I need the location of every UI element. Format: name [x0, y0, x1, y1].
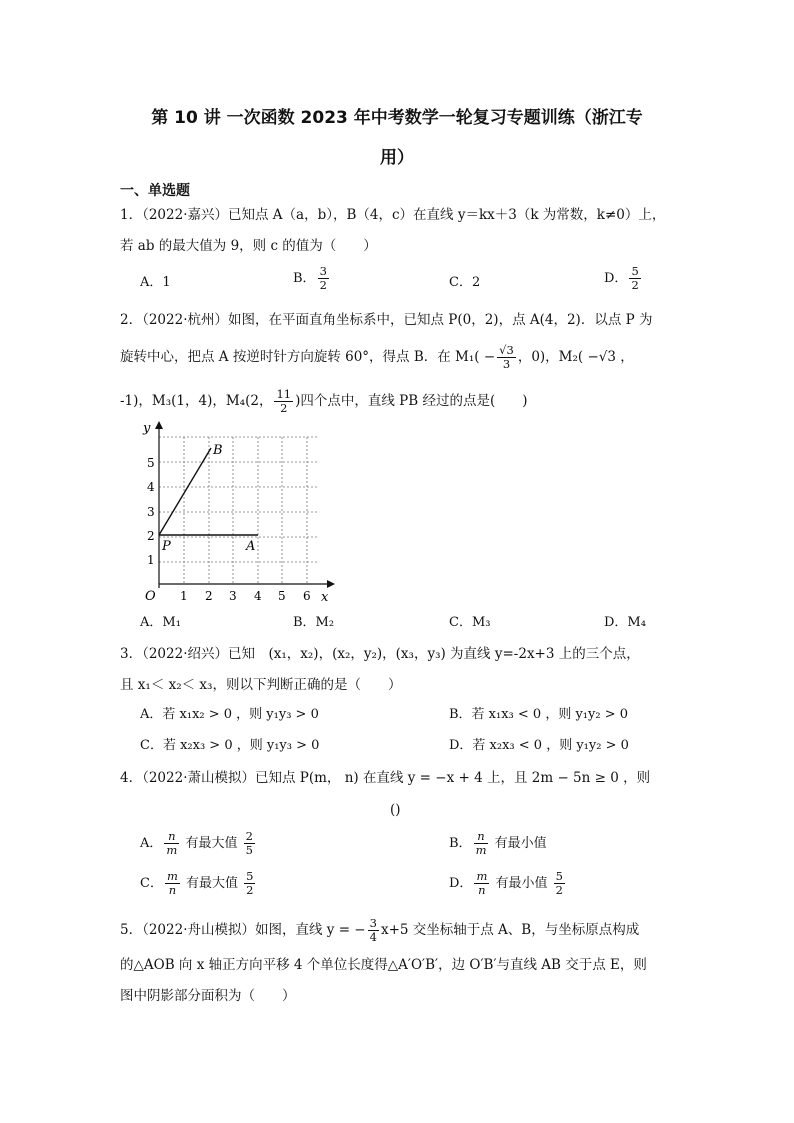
q4-stem: 4．（2022·萧山模拟）已知点 P(m， n) 在直线 y = −x + 4 上，且 2m − 5n ≥ 0 ，则 [120, 770, 651, 786]
x-tick-6: 6 [303, 589, 311, 603]
x-axis-label: x [321, 590, 329, 605]
q1-option-c: C．2 [449, 275, 481, 290]
y-tick-5: 5 [147, 456, 155, 470]
q1-option-a: A．1 [140, 275, 171, 290]
x-tick-4: 4 [254, 589, 262, 603]
q2-option-c: C．M₃ [449, 615, 491, 630]
x-axis-arrow [327, 580, 335, 588]
q3-option-b: B．若 x₁x₃ < 0 ，则 y₁y₂ > 0 [449, 707, 629, 722]
point-a-label: A [246, 539, 256, 554]
point-p-label: P [162, 539, 171, 554]
q5-stem: 5．（2022·舟山模拟）如图，直线 y = − $\frac{3}{4}$ x+5 交坐标轴于点 A、B，与坐标原点构成 [120, 916, 640, 944]
page-title: 第 10 讲 一次函数 2023 年中考数学一轮复习专题训练（浙江专 用） [151, 108, 643, 168]
q4-stem-2: () [390, 802, 401, 818]
origin-label: O [145, 589, 156, 604]
q5-stem-2: 的△AOB 向 x 轴正方向平移 4 个单位长度得△A′O′B′，边 O′B′与直线 AB 交于点 E，则 [120, 957, 647, 973]
q1-option-d: D． $\frac{5}{2}$ [604, 264, 639, 292]
grid-lines [159, 437, 319, 584]
q2-stem-2: 旋转中心，把点 A 按逆时针方向旋转 60°，得点 B．在 M₁( − $\frac{√3}{3}$ ，0)，M₂( −√3 ， [120, 343, 634, 371]
coordinate-graph [135, 418, 345, 608]
q4-option-a: A． $\frac{n}{m}$ 有最大值 $\frac{2}{5}$ [140, 829, 253, 857]
y-tick-3: 3 [147, 505, 155, 519]
segment-pb [159, 448, 211, 535]
q2-stem: 2．（2022·杭州）如图，在平面直角坐标系中，已知点 P(0，2)，点 A(4，2)．以点 P 为 [120, 312, 653, 328]
point-b-label: B [213, 443, 223, 458]
x-tick-5: 5 [278, 589, 286, 603]
q2-option-a: A．M₁ [140, 615, 181, 630]
x-tick-2: 2 [205, 589, 213, 603]
q4-option-b: B． $\frac{n}{m}$ 有最小值 [449, 829, 547, 857]
y-axis-arrow [155, 421, 163, 429]
q3-stem-2: 且 x₁＜ x₂＜ x₃，则以下判断正确的是（ ） [120, 677, 402, 693]
q2-option-b: B．M₂ [293, 615, 335, 630]
x-tick-1: 1 [180, 589, 188, 603]
y-tick-1: 1 [147, 553, 155, 567]
q2-option-d: D．M₄ [604, 615, 646, 630]
y-tick-4: 4 [147, 480, 155, 494]
section-heading: 一、单选题 [120, 183, 190, 199]
y-axis-label: y [143, 421, 151, 436]
y-tick-2: 2 [147, 529, 155, 543]
q3-option-a: A．若 x₁x₂ > 0 ，则 y₁y₃ > 0 [140, 707, 319, 722]
q3-option-d: D．若 x₂x₃ < 0 ，则 y₁y₂ > 0 [449, 738, 629, 753]
q3-option-c: C．若 x₂x₃ > 0 ，则 y₁y₃ > 0 [140, 738, 320, 753]
q1-stem: 1．（2022·嘉兴）已知点 A（a，b），B（4，c）在直线 y＝kx＋3（k 为常数，k≠0）上， [120, 207, 666, 223]
q5-stem-3: 图中阴影部分面积为（ ） [120, 988, 296, 1004]
q1-option-b: B． $\frac{3}{2}$ [293, 264, 327, 292]
q2-stem-3: -1)，M₃(1，4)，M₄(2， $\frac{11}{2}$ )四个点中，直线 PB 经过的点是( ) [120, 387, 528, 415]
q4-option-c: C． $\frac{m}{n}$ 有最大值 $\frac{5}{2}$ [140, 869, 254, 897]
q4-option-d: D． $\frac{m}{n}$ 有最小值 $\frac{5}{2}$ [449, 869, 563, 897]
x-tick-3: 3 [229, 589, 237, 603]
q3-stem: 3．（2022·绍兴）已知 (x₁，x₂)，(x₂，y₂)，(x₃，y₃) 为直线 y=-2x+3 上的三个点， [120, 646, 640, 662]
q1-stem-2: 若 ab 的最大值为 9，则 c 的值为（ ） [120, 238, 377, 254]
